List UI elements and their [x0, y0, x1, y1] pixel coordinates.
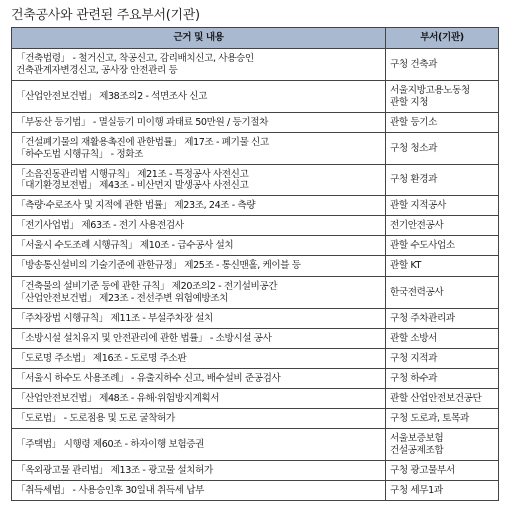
table-row [12, 81, 499, 113]
basis-cell: 「옥외광고물 관리법」 제13조 - 광고물 설치허가 [12, 461, 386, 481]
table-row [12, 196, 499, 216]
department-cell: 구청 광고물부서 [386, 461, 499, 481]
basis-cell: 「부동산 등기법」 - 멸실등기 미이행 과태료 50만원 / 등기절차 [12, 113, 386, 133]
table-row [12, 349, 499, 369]
department-cell: 관할 등기소 [386, 113, 499, 133]
basis-cell: 「소음진동관리법 시행규칙」 제21조 - 특정공사 사전신고 「대기환경보전법」 제43조 - 비산먼지 발생공사 사전신고 [12, 165, 386, 196]
header-basis: 근거 및 내용 [12, 28, 386, 49]
table-row [12, 389, 499, 409]
table-row [12, 165, 499, 196]
basis-cell: 「산업안전보건법」 제48조 - 유해·위험방지계획서 [12, 389, 386, 409]
department-cell: 구청 세무1과 [386, 481, 499, 501]
table-row [12, 49, 499, 81]
department-table [11, 27, 499, 501]
document-title: 건축공사와 관련된 주요부서(기관) [11, 8, 200, 23]
header-department: 부서(기관) [386, 28, 499, 49]
table-row [12, 329, 499, 349]
department-cell: 서울보증보험 건설공제조합 [386, 429, 499, 461]
basis-cell: 「방송통신설비의 기술기준에 관한규정」 제25조 - 통신맨홀, 케이블 등 [12, 256, 386, 277]
basis-cell: 「주차장법 시행규칙」 제11조 - 부설주차장 설치 [12, 309, 386, 329]
basis-cell: 「측량·수로조사 및 지적에 관한 법률」 제23조, 24조 - 측량 [12, 196, 386, 216]
basis-cell: 「취득세법」 - 사용승인후 30일내 취득세 납부 [12, 481, 386, 501]
table-row [12, 133, 499, 165]
table-row [12, 481, 499, 501]
department-cell: 구청 하수과 [386, 369, 499, 389]
table-row [12, 277, 499, 309]
department-cell: 구청 주차관리과 [386, 309, 499, 329]
department-cell: 한국전력공사 [386, 277, 499, 309]
table-header-row [12, 28, 499, 49]
table-row [12, 369, 499, 389]
department-cell: 구청 환경과 [386, 165, 499, 196]
department-cell: 구청 도로과, 토목과 [386, 409, 499, 429]
department-cell: 구청 청소과 [386, 133, 499, 165]
department-cell: 관할 수도사업소 [386, 236, 499, 256]
basis-cell: 「서울시 수도조례 시행규칙」 제10조 - 급수공사 설치 [12, 236, 386, 256]
basis-cell: 「건축법령」 - 철거신고, 착공신고, 감리배치신고, 사용승인 건축관계자변경신고, 공사장 안전관리 등 [12, 49, 386, 81]
department-cell: 관할 산업안전보건공단 [386, 389, 499, 409]
department-cell: 구청 지적과 [386, 349, 499, 369]
basis-cell: 「건설폐기물의 재활용촉진에 관한법률」 제17조 - 폐기물 신고 「하수도법 시행규칙」 - 정화조 [12, 133, 386, 165]
table-row [12, 216, 499, 236]
table-row [12, 309, 499, 329]
table-row [12, 113, 499, 133]
department-cell: 관할 KT [386, 256, 499, 277]
table-row [12, 236, 499, 256]
basis-cell: 「소방시설 설치유지 및 안전관리에 관한 법률」 - 소방시설 공사 [12, 329, 386, 349]
department-cell: 관할 지적공사 [386, 196, 499, 216]
department-cell: 구청 건축과 [386, 49, 499, 81]
basis-cell: 「산업안전보건법」 제38조의2 - 석면조사 신고 [12, 81, 386, 113]
table-row [12, 409, 499, 429]
basis-cell: 「전기사업법」 제63조 - 전기 사용전검사 [12, 216, 386, 236]
basis-cell: 「서울시 하수도 사용조례」 - 유출지하수 신고, 배수설비 준공검사 [12, 369, 386, 389]
table-row [12, 461, 499, 481]
basis-cell: 「주택법」 시행령 제60조 - 하자이행 보험증권 [12, 429, 386, 461]
basis-cell: 「도로명 주소법」 제16조 - 도로명 주소판 [12, 349, 386, 369]
table-row [12, 429, 499, 461]
department-cell: 전기안전공사 [386, 216, 499, 236]
basis-cell: 「도로법」 - 도로점용 및 도로 굴착허가 [12, 409, 386, 429]
department-cell: 관할 소방서 [386, 329, 499, 349]
table-row [12, 256, 499, 277]
basis-cell: 「건축물의 설비기준 등에 관한 규칙」 제20조의2 - 전기설비공간 「산업안전보건법」 제23조 - 전선주변 위험예방조치 [12, 277, 386, 309]
department-cell: 서울지방고용노동청 관할 지청 [386, 81, 499, 113]
